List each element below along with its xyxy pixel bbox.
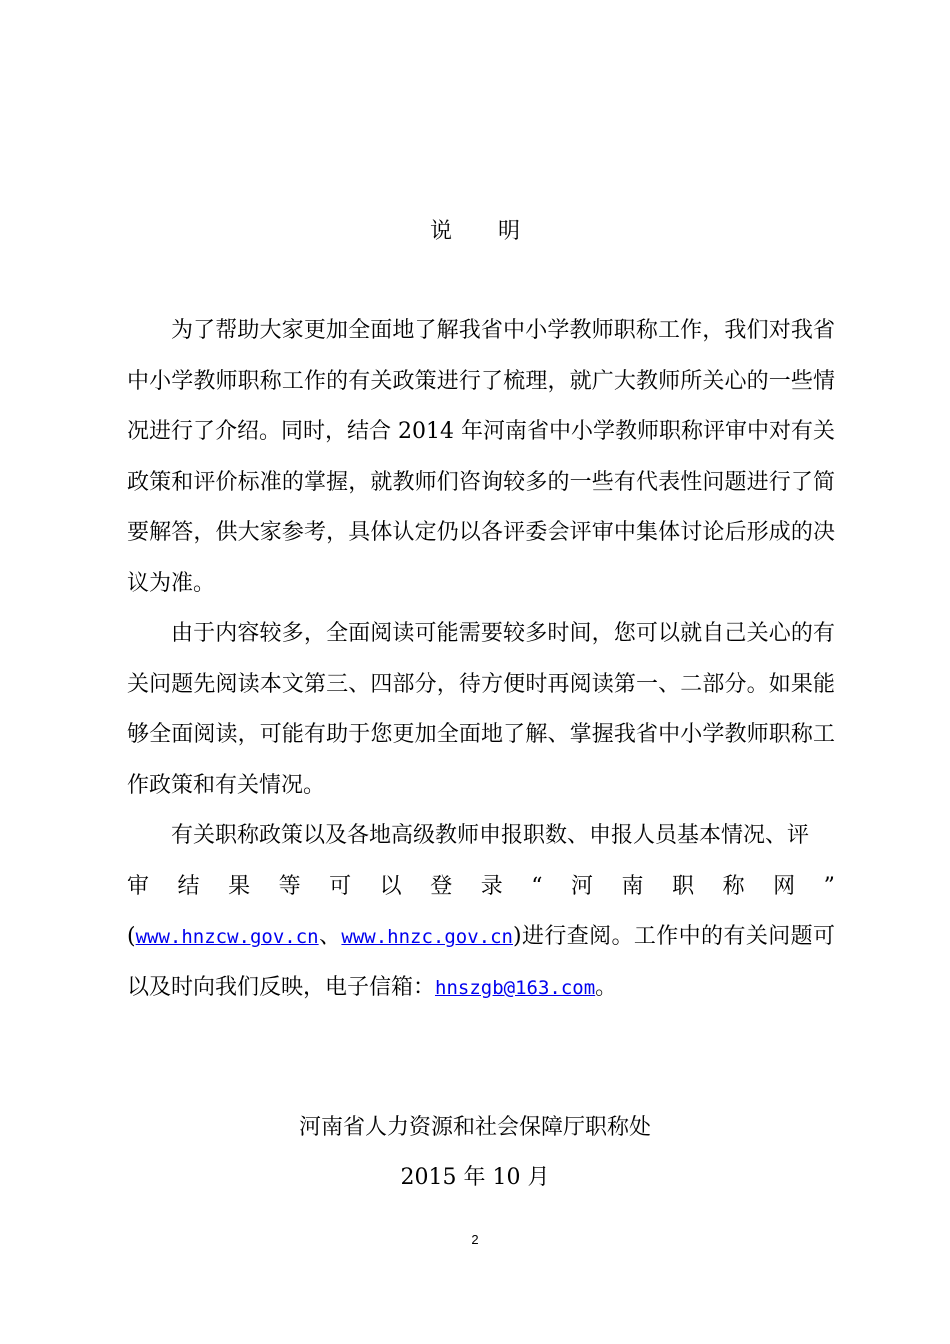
spaced-char: 审	[127, 873, 150, 899]
after-links-text: )进行查阅。工作中的有关问题可以及时向我们反映，电子信箱：	[127, 924, 835, 1000]
spaced-char: “	[531, 873, 543, 899]
paragraph-3-block	[127, 811, 835, 1013]
paragraph-3-end: 。	[595, 974, 618, 1000]
spaced-char: 等	[278, 873, 301, 899]
spaced-char: 果	[228, 873, 251, 899]
paragraph-1: 为了帮助大家更加全面地了解我省中小学教师职称工作，我们对我省中小学教师职称工作的有关政策进行了梳理，就广大教师所关心的一些情况进行了介绍。同时，结合 2014 年河南省中小学教师职称评审中对有关政策和评价标准的掌握，就教师们咨询较多的一些有代表性问题进行了简要解答，供大家参考，具体认定仍以各评委会评审中集体讨论后形成的决议为准。	[127, 318, 835, 596]
signature-organization: 河南省人力资源和社会保障厅职称处	[298, 1115, 651, 1140]
title-char-2: 明	[498, 219, 521, 244]
spaced-char: ”	[823, 873, 835, 899]
spaced-char: 职	[672, 873, 695, 899]
spaced-char: 结	[177, 873, 200, 899]
link-separator: 、	[318, 924, 342, 950]
spaced-char: 录	[480, 873, 503, 899]
paragraph-3-rest	[127, 912, 835, 1013]
spaced-char: 可	[329, 873, 352, 899]
page-number: 2	[471, 1232, 479, 1247]
title-char-1: 说	[429, 219, 452, 244]
paragraph-1-block	[127, 306, 835, 610]
spaced-char: 南	[621, 873, 644, 899]
spaced-char: 以	[379, 873, 402, 899]
document-title	[0, 214, 950, 250]
paragraph-2: 由于内容较多，全面阅读可能需要较多时间，您可以就自己关心的有关问题先阅读本文第三、四部分，待方便时再阅读第一、二部分。如果能够全面阅读，可能有助于您更加全面地了解、掌握我省中小学教师职称工作政策和有关情况。	[127, 621, 835, 798]
hnzcw-link[interactable]: www.hnzcw.gov.cn	[135, 926, 319, 949]
spaced-char: 河	[571, 873, 594, 899]
paragraph-2-block	[127, 609, 835, 811]
paragraph-3-line-1: 有关职称政策以及各地高级教师申报职数、申报人员基本情况、评	[171, 823, 810, 848]
open-paren: (	[127, 924, 136, 950]
spaced-char: 登	[430, 873, 453, 899]
signature-date: 2015 年 10 月	[400, 1165, 550, 1190]
spaced-char: 网	[773, 873, 796, 899]
spaced-char: 称	[722, 873, 745, 899]
hnzc-link[interactable]: www.hnzc.gov.cn	[341, 926, 513, 949]
paragraph-3-line-2	[127, 862, 835, 913]
email-link[interactable]: hnszgb@163.com	[435, 976, 596, 999]
